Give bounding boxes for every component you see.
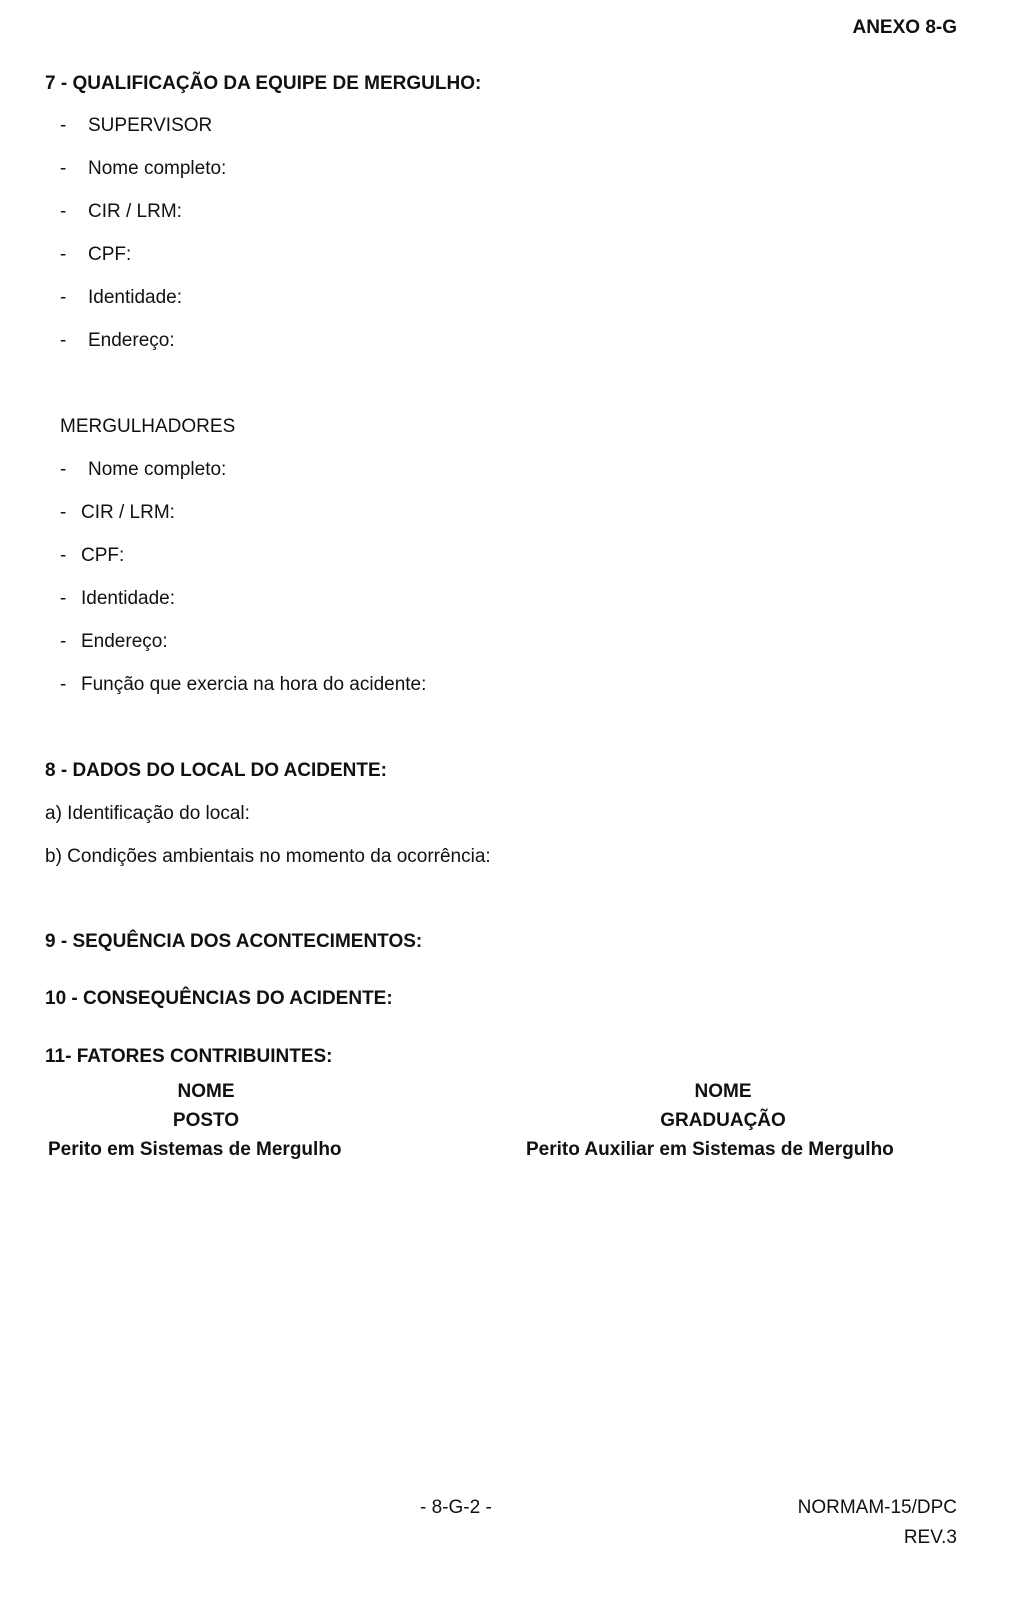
bullet-dash: - xyxy=(60,545,67,566)
section-10-title: 10 - CONSEQUÊNCIAS DO ACIDENTE: xyxy=(45,988,393,1009)
signature-name: NOME xyxy=(694,1081,752,1102)
list-item xyxy=(60,286,66,310)
bullet-dash: - xyxy=(60,459,67,480)
section-11-title: 11- FATORES CONTRIBUINTES: xyxy=(45,1046,333,1067)
bullet-dash: - xyxy=(60,674,67,695)
supervisor-address-field: Endereço: xyxy=(88,330,175,351)
bullet-dash: - xyxy=(60,588,67,609)
bullet-dash: - xyxy=(60,201,67,222)
list-item xyxy=(60,329,66,353)
bullet-dash: - xyxy=(60,158,67,179)
list-item xyxy=(60,673,66,697)
section-9-title: 9 - SEQUÊNCIA DOS ACONTECIMENTOS: xyxy=(45,931,423,952)
bullet-dash: - xyxy=(60,115,67,136)
section-7-title: 7 - QUALIFICAÇÃO DA EQUIPE DE MERGULHO: xyxy=(45,73,482,94)
signature-rank: POSTO xyxy=(172,1110,240,1131)
norm-reference: NORMAM-15/DPC xyxy=(797,1497,957,1518)
signature-rank: GRADUAÇÃO xyxy=(660,1110,786,1131)
supervisor-label: SUPERVISOR xyxy=(88,115,213,136)
diver-identity-field: Identidade: xyxy=(81,588,176,609)
supervisor-cpf-field: CPF: xyxy=(88,244,132,265)
page-number: - 8-G-2 - xyxy=(420,1497,492,1518)
diver-function-field: Função que exercia na hora do acidente: xyxy=(81,674,427,695)
supervisor-full-name-field: Nome completo: xyxy=(88,158,227,179)
annex-label: ANEXO 8-G xyxy=(852,17,957,38)
revision-label: REV.3 xyxy=(903,1527,957,1548)
list-item xyxy=(60,114,66,138)
diver-address-field: Endereço: xyxy=(81,631,168,652)
list-item xyxy=(60,243,66,267)
list-item xyxy=(60,544,66,568)
signature-role: Perito Auxiliar em Sistemas de Mergulho xyxy=(526,1139,894,1160)
diver-cpf-field: CPF: xyxy=(81,545,125,566)
supervisor-cir-lrm-field: CIR / LRM: xyxy=(88,201,182,222)
diver-cir-lrm-field: CIR / LRM: xyxy=(81,502,175,523)
bullet-dash: - xyxy=(60,287,67,308)
divers-title: MERGULHADORES xyxy=(60,416,236,437)
bullet-dash: - xyxy=(60,502,67,523)
signature-name: NOME xyxy=(177,1081,235,1102)
location-identification-field: a) Identificação do local: xyxy=(45,803,250,824)
signature-role: Perito em Sistemas de Mergulho xyxy=(48,1139,342,1160)
diver-full-name-field: Nome completo: xyxy=(88,459,227,480)
list-item xyxy=(60,200,66,224)
list-item xyxy=(60,458,66,482)
bullet-dash: - xyxy=(60,631,67,652)
list-item xyxy=(60,501,66,525)
list-item xyxy=(60,587,66,611)
environmental-conditions-field: b) Condições ambientais no momento da ocorrência: xyxy=(45,846,491,867)
list-item xyxy=(60,157,66,181)
section-8-title: 8 - DADOS DO LOCAL DO ACIDENTE: xyxy=(45,760,388,781)
bullet-dash: - xyxy=(60,330,67,351)
bullet-dash: - xyxy=(60,244,67,265)
supervisor-identity-field: Identidade: xyxy=(88,287,183,308)
list-item xyxy=(60,630,66,654)
